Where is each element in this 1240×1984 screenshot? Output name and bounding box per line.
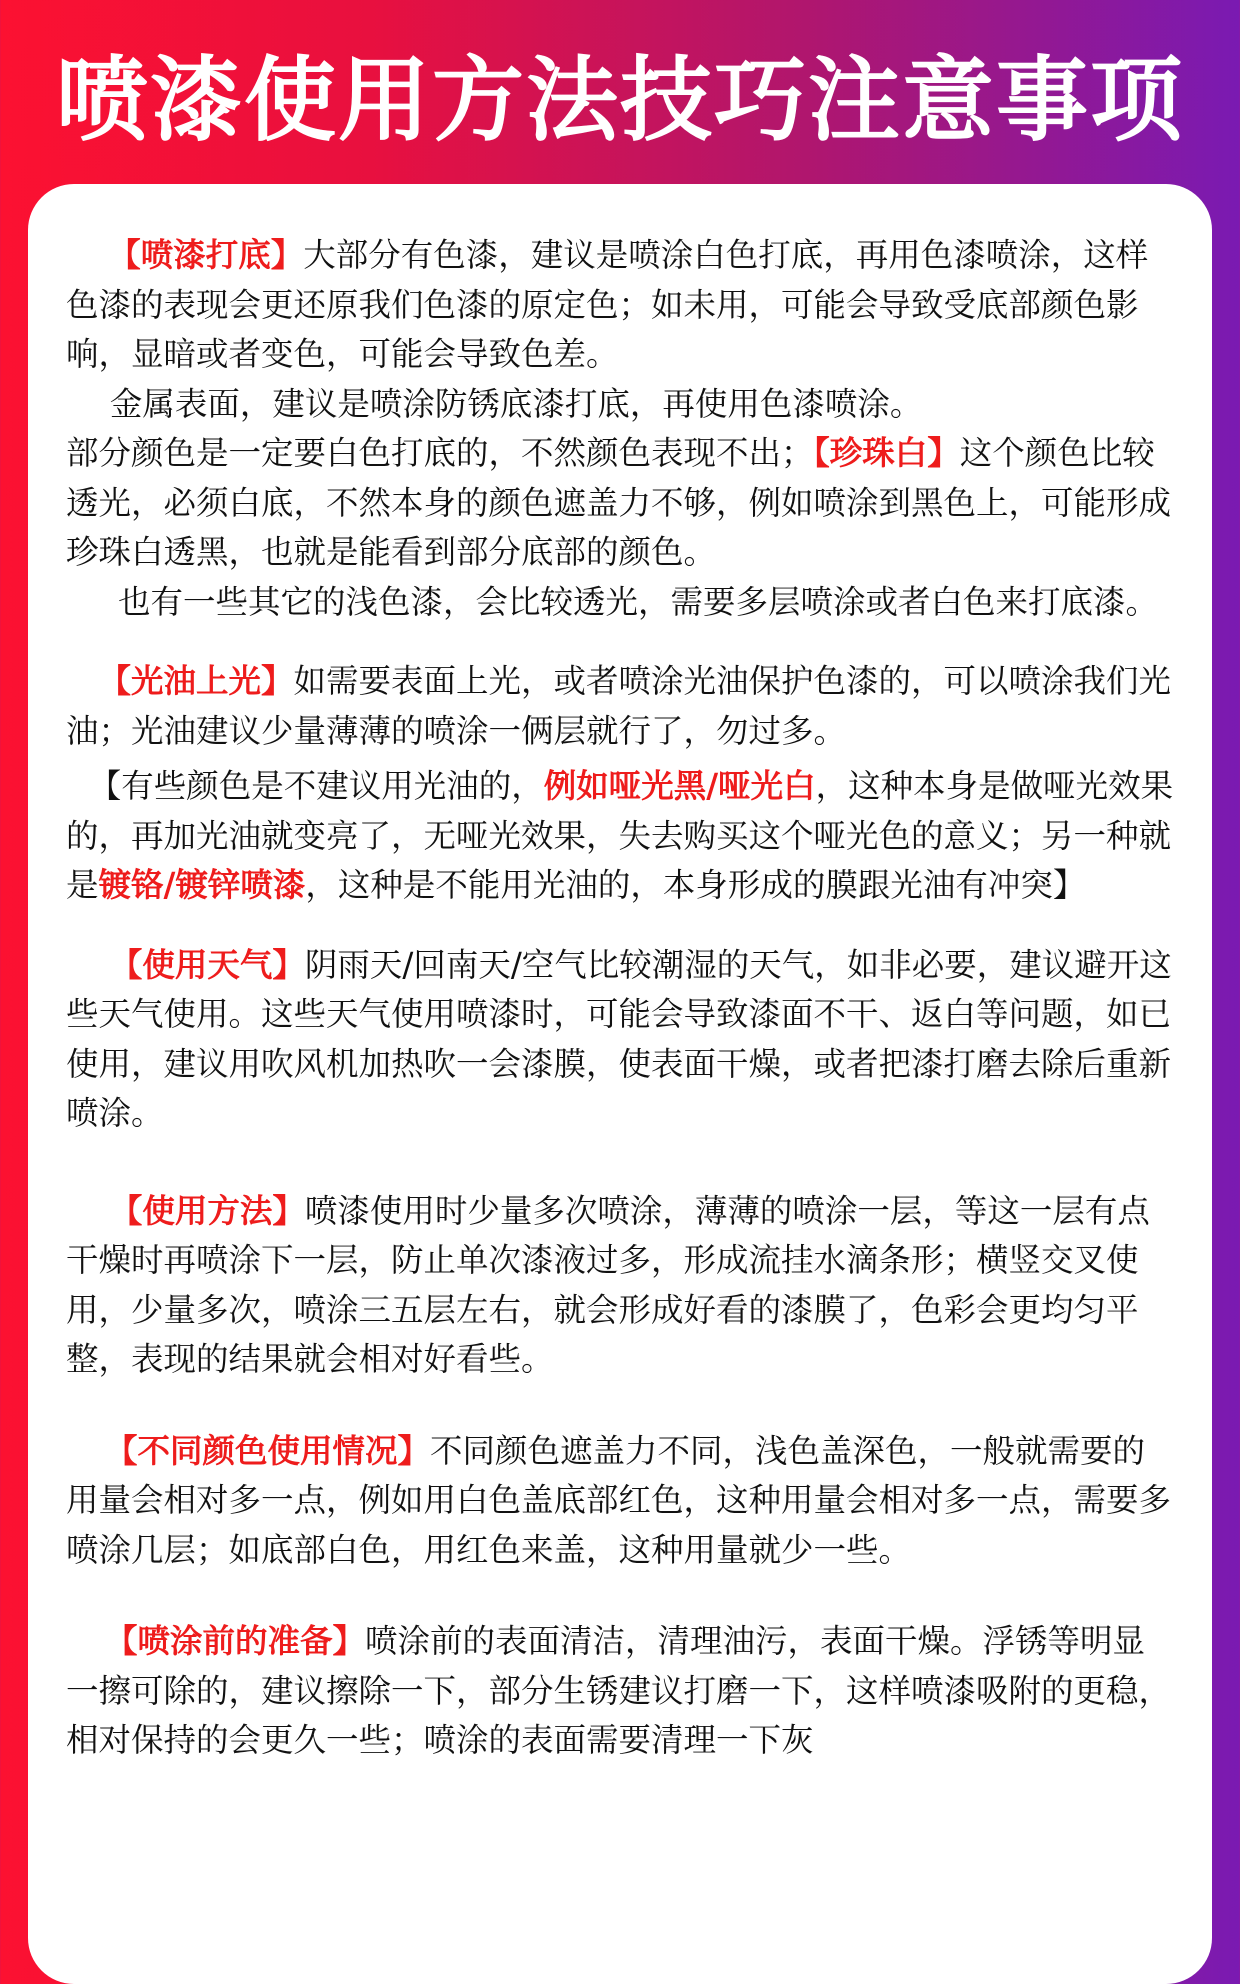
method-heading: 【使用方法】 [109,1191,305,1230]
primer-text: 大部分有色漆，建议是喷涂白色打底，再用色漆喷涂，这样色漆的表现会更还原我们色漆的原定色；如未用，可能会导致受底部颜色影响，显暗或者变色，可能会导致色差。 [66,236,1149,373]
varnish-note-a: 【有些颜色是不建议用光油的， [88,767,544,805]
colors-usage-heading: 【不同颜色使用情况】 [105,1431,431,1470]
pearl-paragraph [66,429,1176,578]
colors-usage-text: 不同颜色遮盖力不同，浅色盖深色，一般就需要的用量会相对多一点，例如用白色盖底部红色，这种用量会相对多一点，需要多喷涂几层；如底部白色，用红色来盖，这种用量就少一些。 [66,1431,1172,1569]
varnish-note-matte: 例如哑光黑/哑光白 [543,767,816,805]
prep-paragraph [66,1617,1176,1766]
section-gap [66,1139,1176,1187]
varnish-heading: 【光油上光】 [98,662,294,700]
colors-usage-paragraph [66,1427,1176,1576]
partial-text: 部分颜色是一定要白色打底的，不然颜色表现不出； [66,434,814,472]
prep-text: 喷涂前的表面清洁，清理油污，表面干燥。浮锈等明显一擦可除的，建议擦除一下，部分生锈建议打磨一下，这样喷漆吸附的更稳，相对保持的会更久一些；喷涂的表面需要清理一下灰 [66,1622,1172,1759]
page-title: 喷漆使用方法技巧注意事项 [55,46,1184,154]
light-text: 也有一些其它的浅色漆，会比较透光，需要多层喷涂或者白色来打底漆。 [118,582,1159,621]
primer-paragraph [66,231,1176,380]
pearl-text: 这个颜色比较透光，必须白底，不然本身的颜色遮盖力不够，例如喷涂到黑色上，可能形成珍珠白透黑，也就是能看到部分底部的颜色。 [66,434,1172,571]
varnish-note-c: ，这种本身是做哑光效果的，再加光油就变亮了，无哑光效果，失去购买这个哑光色的意义；另一种就是 [66,767,1174,904]
metal-text: 金属表面，建议是喷涂防锈底漆打底，再使用色漆喷涂。 [109,384,923,423]
content-card [28,184,1212,1984]
weather-heading: 【使用天气】 [109,945,305,984]
section-gap [66,1575,1176,1617]
weather-text: 阴雨天/回南天/空气比较潮湿的天气，如非必要，建议避开这些天气使用。这些天气使用喷漆时，可能会导致漆面不干、返白等问题，如已使用，建议用吹风机加热吹一会漆膜，使表面干燥，或者把漆打磨去除后重新喷涂。 [66,945,1172,1132]
light-paragraph [66,578,1176,628]
weather-paragraph [66,941,1176,1139]
instructions-content [66,231,1176,1766]
section-gap [66,627,1176,657]
varnish-note-chrome: 镀铬/镀锌喷漆 [98,866,306,904]
section-gap [66,1385,1176,1427]
pearl-heading: 【珍珠白】 [813,434,960,472]
method-text: 喷漆使用时少量多次喷涂，薄薄的喷涂一层，等这一层有点干燥时再喷涂下一层，防止单次漆液过多，形成流挂水滴条形；横竖交叉使用，少量多次，喷涂三五层左右，就会形成好看的漆膜了，色彩会更均匀平整，表现的结果就会相对好看些。 [66,1191,1150,1378]
varnish-note-paragraph [66,762,1176,911]
method-paragraph [66,1187,1176,1385]
section-gap [66,911,1176,941]
varnish-text: 如需要表面上光，或者喷涂光油保护色漆的，可以喷涂我们光油；光油建议少量薄薄的喷涂一俩层就行了，勿过多。 [66,662,1172,750]
varnish-note-e: ，这种是不能用光油的，本身形成的膜跟光油有冲突】 [305,866,1086,904]
varnish-paragraph [66,657,1176,756]
primer-heading: 【喷漆打底】 [108,236,304,274]
prep-heading: 【喷涂前的准备】 [105,1622,366,1660]
metal-paragraph [66,380,1176,430]
